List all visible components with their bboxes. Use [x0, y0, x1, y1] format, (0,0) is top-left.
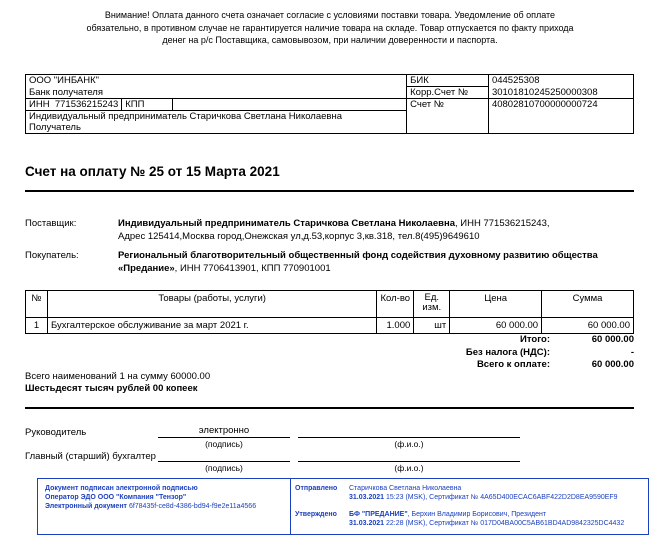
due-value: 60 000.00 [591, 359, 634, 370]
notice-line: Внимание! Оплата данного счета означает согласие с условиями поставки товара. Уведомление об оплате [104, 10, 556, 20]
payment-notice [60, 9, 600, 47]
col-unit-line2: изм. [422, 302, 442, 313]
edo-doc-id: 6f78435f-ce8d-4386-bd94-f9e2e11a4566 [128, 503, 257, 510]
col-goods: Товары (работы, услуги) [47, 291, 376, 318]
account-value: 40802810700000000724 [488, 99, 633, 111]
row-sum: 60 000.00 [542, 318, 634, 334]
supplier-name: Индивидуальный предприниматель Старичкова Светлана Николаевна [118, 218, 455, 229]
summary-divider [25, 407, 634, 409]
edo-operator: Оператор ЭДО ООО "Компания "Тензор" [45, 494, 187, 501]
head-label: Руководитель [25, 427, 87, 438]
col-num: № [26, 291, 48, 318]
account-value-filler [488, 111, 633, 134]
row-price: 60 000.00 [450, 318, 542, 334]
edo-sent-label: Отправлено [295, 485, 338, 492]
notice-line: денег на р/с Поставщика, самовывозом, при наличии доверенности и паспорта. [162, 35, 498, 45]
edo-divider [290, 479, 291, 534]
col-qty: Кол-во [377, 291, 414, 318]
inn-value: 771536215243 [54, 99, 119, 110]
accountant-label: Главный (старший) бухгалтер [25, 451, 156, 462]
edo-approved-person: , Берхин Владимир Борисович, Президент [407, 511, 547, 518]
table-row [26, 318, 634, 334]
edo-approved-block [295, 510, 645, 528]
edo-approved-time-cert: 22:28 (MSK), Сертификат № 017D04BA00C5AB61BD4AD9842325DC4432 [386, 520, 625, 527]
edo-approved-date: 31.03.2021 [349, 520, 385, 527]
supplier-inn: , ИНН 771536215243, [455, 218, 550, 229]
items-table [25, 290, 634, 334]
totals-block [440, 334, 634, 372]
buyer-inn-kpp: , ИНН 7706413901, КПП 770901001 [174, 262, 331, 274]
row-num: 1 [26, 318, 48, 334]
total-label: Итого: [520, 334, 550, 345]
edo-sent-name: Старичкова Светлана Николаевна [349, 485, 462, 492]
account-label: Счет № [407, 99, 489, 111]
edo-signed-text: Документ подписан электронной подписью [45, 485, 198, 492]
row-qty: 1.000 [377, 318, 414, 334]
head-sign-caption: (подпись) [205, 439, 243, 449]
accountant-sign-caption: (подпись) [205, 463, 243, 473]
vat-label: Без налога (НДС): [465, 346, 550, 358]
bik-label: БИК [407, 75, 489, 87]
bank-name: ООО "ИНБАНК" [26, 75, 407, 87]
supplier-details [118, 218, 633, 243]
inn-cell [26, 99, 122, 111]
supplier-address: Адрес 125414,Москва город,Онежская ул,д.53,корпус 3,кв.318, тел.8(495)9649610 [118, 230, 480, 242]
edo-left-block [45, 484, 256, 511]
recipient-name: Индивидуальный предприниматель Старичкова Светлана Николаевна [26, 111, 407, 123]
kpp-label: КПП [122, 99, 173, 111]
edo-signature-stamp [37, 478, 649, 535]
col-unit-line1: Ед. [424, 292, 440, 303]
edo-approved-org: БФ "ПРЕДАНИЕ" [349, 511, 408, 518]
title-divider [25, 190, 634, 192]
items-header-row [26, 291, 634, 318]
korr-value: 30101810245250000308 [488, 87, 633, 99]
accountant-name-line [298, 461, 520, 462]
account-label-filler [407, 111, 489, 134]
row-unit: шт [414, 318, 450, 334]
col-price: Цена [450, 291, 542, 318]
bank-details-table [25, 74, 634, 134]
amount-in-words: Шестьдесят тысяч рублей 00 копеек [25, 383, 198, 394]
buyer-details [118, 250, 633, 275]
col-unit [414, 291, 450, 318]
edo-sent-date: 31.03.2021 [349, 494, 385, 501]
korr-label: Корр.Счет № [407, 87, 489, 99]
summary-line: Всего наименований 1 на сумму 60000.00 [25, 371, 211, 382]
total-value: 60 000.00 [591, 334, 634, 345]
edo-sent-time-cert: 15:23 (MSK), Сертификат № 4A65D400ECAC6ABF422D2D8EA9590EF9 [386, 494, 618, 501]
col-sum: Сумма [542, 291, 634, 318]
accountant-name-caption: (ф.и.о.) [394, 463, 424, 473]
accountant-sign-line [158, 461, 290, 462]
bank-recipient-label: Банк получателя [26, 87, 407, 99]
edo-sent-block [295, 484, 645, 502]
head-signature: электронно [158, 425, 290, 438]
supplier-label: Поставщик: [25, 218, 77, 229]
buyer-label: Покупатель: [25, 250, 79, 261]
bik-value: 044525308 [488, 75, 633, 87]
edo-approved-label: Утверждено [295, 511, 337, 518]
edo-doc-label: Электронный документ [45, 503, 127, 510]
inn-label: ИНН [29, 99, 50, 110]
due-label: Всего к оплате: [476, 359, 550, 370]
row-goods: Бухгалтерское обслуживание за март 2021 г. [47, 318, 376, 334]
vat-value: - [630, 346, 634, 358]
buyer-name: Региональный благотворительный общественный фонд содействия духовному развитию общества [118, 250, 598, 261]
notice-line: обязательно, в противном случае не гарантируется наличие товара на складе. Товар отпускается по факту прихода [86, 22, 574, 33]
head-name-caption: (ф.и.о.) [394, 439, 424, 449]
kpp-value [172, 99, 406, 111]
recipient-label: Получатель [26, 122, 407, 134]
head-name-line [298, 437, 520, 438]
buyer-name-short: «Предание» [118, 262, 175, 274]
invoice-title: Счет на оплату № 25 от 15 Марта 2021 [25, 164, 280, 179]
